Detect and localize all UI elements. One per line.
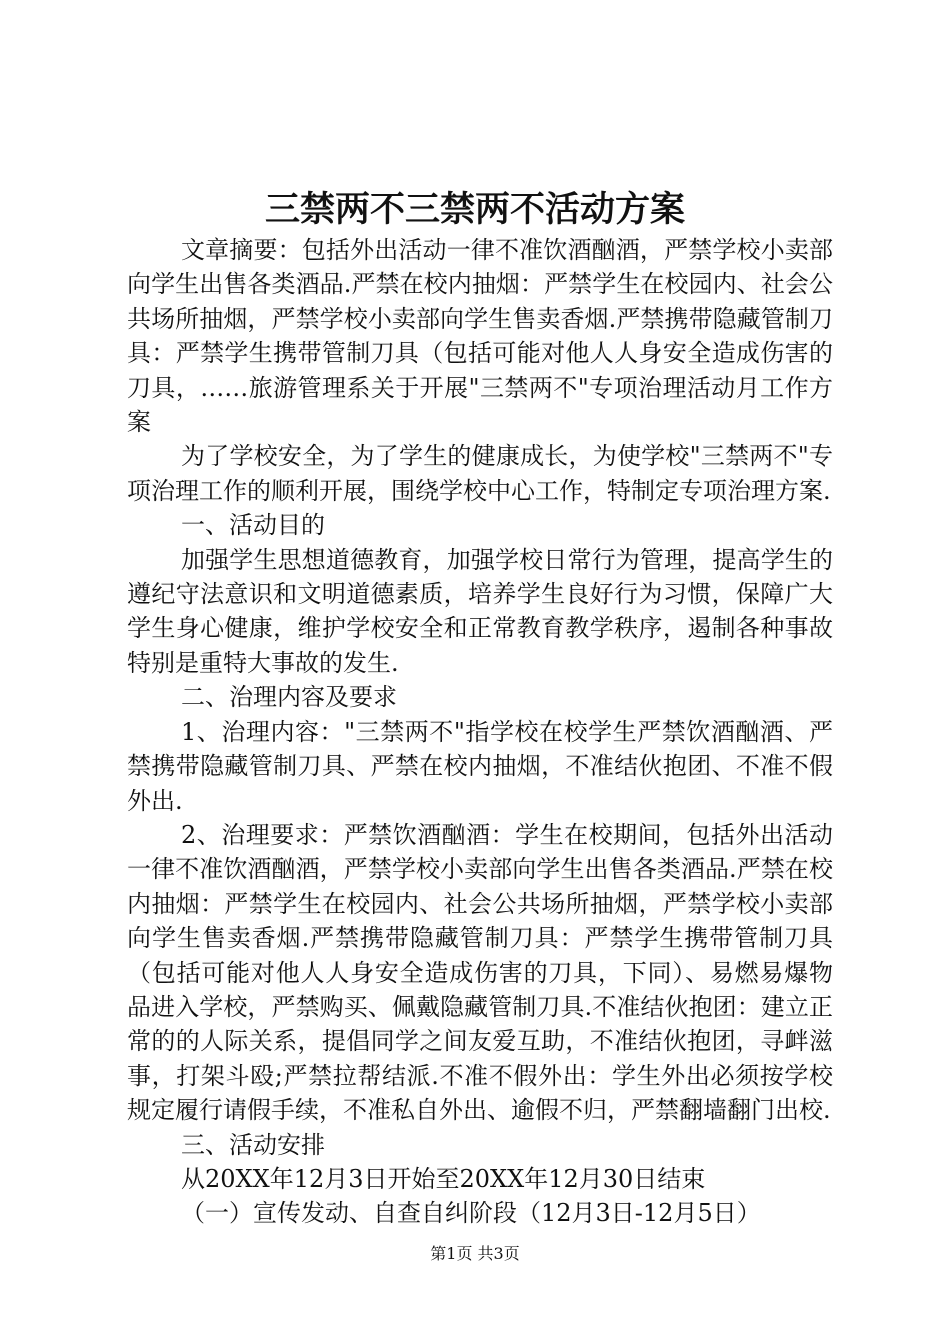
section-heading-purpose: 一、活动目的 (181, 511, 325, 540)
stage-one-paragraph: （一）宣传发动、自查自纠阶段（12月3日-12月5日） (181, 1199, 761, 1228)
schedule-paragraph: 从20XX年12月3日开始至20XX年12月30日结束 (181, 1164, 706, 1193)
purpose-paragraph: 加强学生思想道德教育，加强学校日常行为管理，提高学生的遵纪守法意识和文明道德素质，培养学生良好行为习惯，保障广大学生身心健康，维护学校安全和正常教育教学秩序，遏制各种事故特别是重特大事故的发生. (127, 545, 833, 677)
summary-paragraph: 文章摘要：包括外出活动一律不准饮酒酗酒，严禁学校小卖部向学生出售各类酒品.严禁在校内抽烟：严禁学生在校园内、社会公共场所抽烟，严禁学校小卖部向学生售卖香烟.严禁携带隐藏管制刀具：严禁学生携带管制刀具（包括可能对他人人身安全造成伤害的刀具，……旅游管理系关于开展"三禁两不"专项治理活动月工作方案 (127, 236, 833, 437)
requirements-paragraph: 2、治理要求：严禁饮酒酗酒：学生在校期间，包括外出活动一律不准饮酒酗酒，严禁学校小卖部向学生出售各类酒品.严禁在校内抽烟：严禁学生在校园内、社会公共场所抽烟，严禁学校小卖部向学生售卖香烟.严禁携带隐藏管制刀具：严禁学生携带管制刀具（包括可能对他人人身安全造成伤害的刀具，下同）、易燃易爆物品进入学校，严禁购买、佩戴隐藏管制刀具.不准结伙抱团：建立正常的的人际关系，提倡同学之间友爱互助，不准结伙抱团，寻衅滋事，打架斗殴;严禁拉帮结派.不准不假外出：学生外出必须按学校规定履行请假手续，不准私自外出、逾假不归，严禁翻墙翻门出校. (127, 820, 833, 1125)
document-body (127, 233, 833, 1231)
intro-paragraph: 为了学校安全，为了学生的健康成长，为使学校"三禁两不"专项治理工作的顺利开展，围绕学校中心工作，特制定专项治理方案. (127, 442, 833, 505)
section-heading-content: 二、治理内容及要求 (181, 683, 397, 712)
document-title: 三禁两不三禁两不活动方案 (264, 189, 685, 230)
page-footer: 第1页 共3页 (430, 1244, 520, 1263)
section-heading-schedule: 三、活动安排 (181, 1130, 325, 1159)
content-paragraph: 1、治理内容："三禁两不"指学校在校学生严禁饮酒酗酒、严禁携带隐藏管制刀具、严禁在校内抽烟，不准结伙抱团、不准不假外出. (127, 717, 833, 815)
